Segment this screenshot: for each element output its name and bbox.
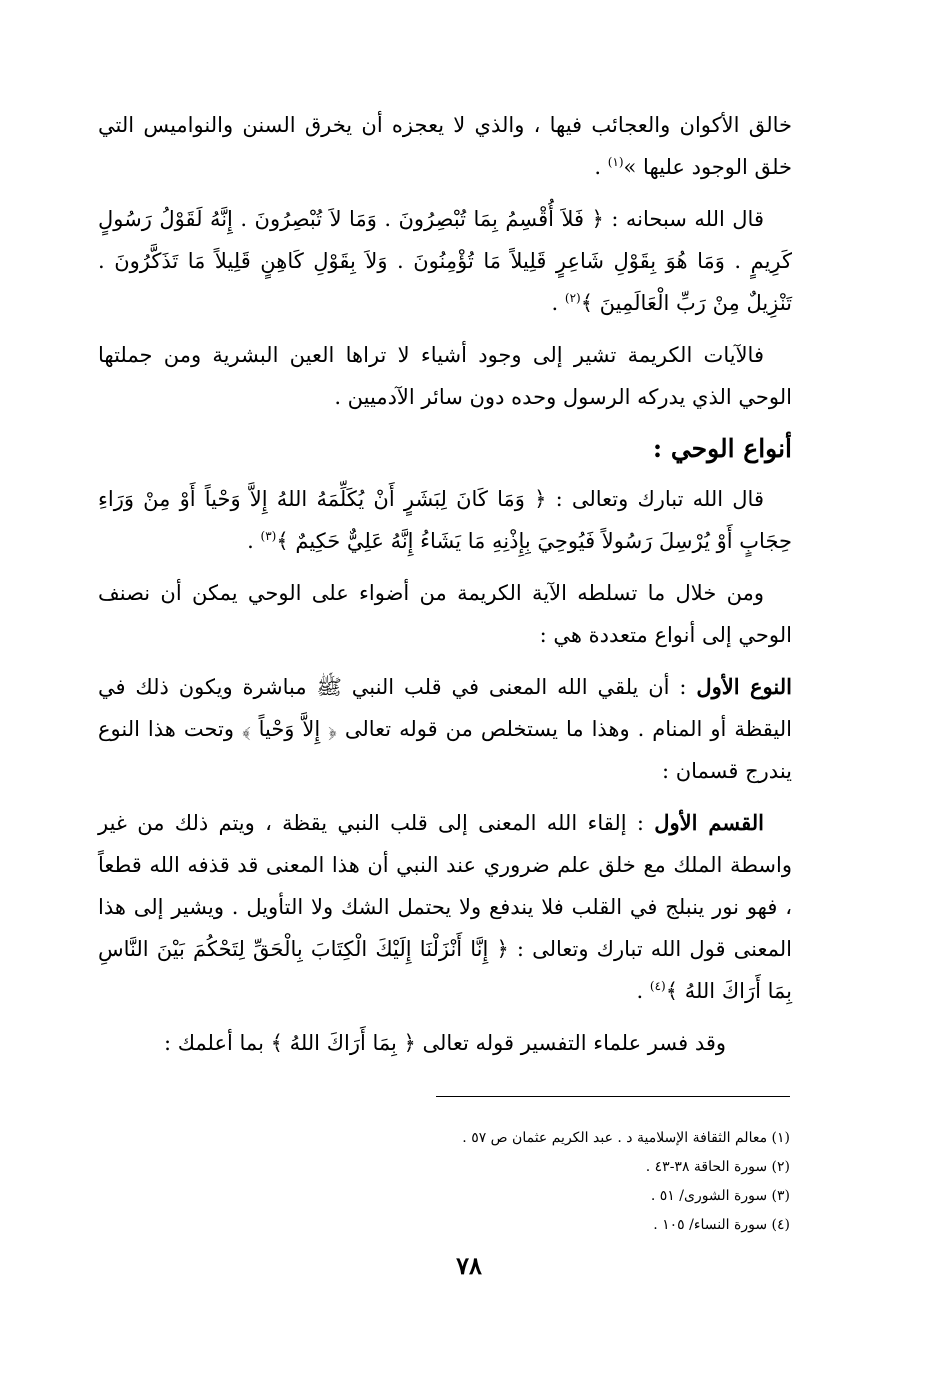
page-number: ٧٨ bbox=[456, 1251, 482, 1280]
punctuation: . bbox=[636, 979, 650, 1003]
footnote-ref: (٣) bbox=[260, 529, 277, 543]
paragraph-section-one bbox=[98, 802, 792, 1012]
punctuation: . bbox=[247, 529, 261, 553]
paragraph-classification bbox=[98, 572, 792, 656]
footnote-4: (٤) سورة النساء/ ١٠٥ . bbox=[653, 1217, 790, 1233]
paragraph-text: : إلقاء الله المعنى إلى قلب النبي يقظة ، ويتم ذلك من غير واسطة الملك مع خلق علم ضروري عند النبي أن هذا المعنى قد قذفه الله قطعاً ، فهو نور ينبلج في القلب فلا يندفع ولا يحتمل الشك ولا التأويل . ويشير إلى هذا المعنى قول الله تبارك وتعالى : ﴿ إِنَّا أَنْزَلْنَا إِلَيْكَ الْكِتَابَ بِالْحَقِّ لِتَحْكُمَ بَيْنَ النَّاسِ بِمَا أَرَاكَ اللهُ ﴾ bbox=[98, 811, 792, 1003]
footnote-ref: (٤) bbox=[649, 979, 666, 993]
punctuation: . bbox=[594, 155, 608, 179]
footnote-3: (٣) سورة الشورى/ ٥١ . bbox=[650, 1188, 790, 1204]
footnote-1: (١) معالم الثقافة الإسلامية د . عبد الكريم عثمان ص ٥٧ . bbox=[462, 1130, 790, 1146]
footnote-ref: (٢) bbox=[564, 291, 581, 305]
paragraph-text: قال الله تبارك وتعالى : ﴿ وَمَا كَانَ لِبَشَرٍ أَنْ يُكَلِّمَهُ اللهُ إِلاَّ وَحْياً أَوْ مِنْ وَرَاءِ حِجَابٍ أَوْ يُرْسِلَ رَسُولاً فَيُوحِيَ بِإِذْنِهِ مَا يَشَاءُ إِنَّهُ عَلِيٌّ حَكِيمٌ ﴾ bbox=[98, 487, 792, 553]
paragraph-text: ومن خلال ما تسلطه الآية الكريمة من أضواء على الوحي يمكن أن نصنف الوحي إلى أنواع متعددة هي : bbox=[98, 581, 792, 647]
paragraph-text: وقد فسر علماء التفسير قوله تعالى ﴿ بِمَا أَرَاكَ اللهُ ﴾ بما أعلمك : bbox=[163, 1031, 727, 1055]
paragraph-commentary bbox=[98, 334, 792, 418]
paragraph-quran-quote-2 bbox=[98, 478, 792, 562]
footnotes bbox=[380, 1124, 790, 1240]
footnote-2: (٢) سورة الحاقة ٣٨-٤٣ . bbox=[645, 1159, 790, 1175]
paragraph-text: فالآيات الكريمة تشير إلى وجود أشياء لا تراها العين البشرية ومن جملتها الوحي الذي يدركه الرسول وحده دون سائر الآدميين . bbox=[98, 343, 792, 409]
paragraph-text: قال الله سبحانه : ﴿ فَلاَ أُقْسِمُ بِمَا تُبْصِرُونَ . وَمَا لاَ تُبْصِرُونَ . إِنَّهُ لَقَوْلُ رَسُولٍ كَرِيمٍ . وَمَا هُوَ بِقَوْلِ شَاعِرٍ قَلِيلاً مَا تُؤْمِنُونَ . وَلاَ بِقَوْلِ كَاهِنٍ قَلِيلاً مَا تَذَكَّرُونَ . تَنْزِيلٌ مِنْ رَبِّ الْعَالَمِينَ ﴾ bbox=[98, 207, 792, 315]
punctuation: . bbox=[551, 291, 565, 315]
paragraph-text: : أن يلقي الله المعنى في قلب النبي ﷺ مباشرة ويكون ذلك في اليقظة أو المنام . وهذا ما يستخلص من قوله تعالى ﴿ إِلاَّ وَحْياً ﴾ وتحت هذا النوع يندرج قسمان : bbox=[98, 675, 792, 783]
footnote-ref: (١) bbox=[607, 155, 624, 169]
section-heading: أنواع الوحي : bbox=[652, 434, 792, 463]
paragraph-type-one bbox=[98, 666, 792, 792]
paragraph-quran-quote-1 bbox=[98, 198, 792, 324]
paragraph-quote-end bbox=[98, 104, 792, 188]
paragraph-text: خالق الأكوان والعجائب فيها ، والذي لا يعجزه أن يخرق السنن والنواميس التي خلق الوجود عليها » bbox=[98, 113, 792, 179]
page-body bbox=[98, 104, 792, 1064]
footnote-divider bbox=[436, 1096, 790, 1097]
term-label: القسم الأول bbox=[654, 810, 764, 835]
term-label: النوع الأول bbox=[696, 674, 792, 699]
paragraph-tafsir bbox=[98, 1022, 792, 1064]
